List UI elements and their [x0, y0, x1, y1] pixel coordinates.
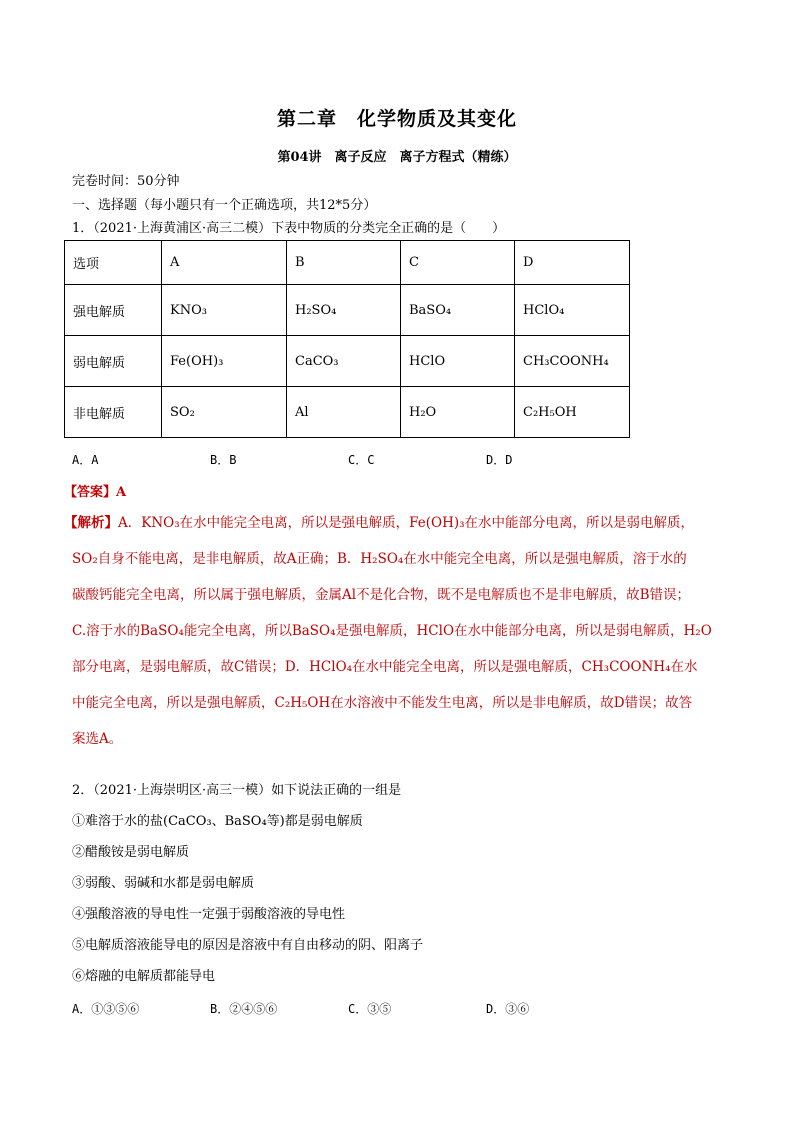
option-d[interactable]: D．D — [486, 453, 513, 467]
section-heading: 一、选择题（每小题只有一个正确选项，共12*5分） — [72, 198, 377, 213]
analysis-block — [64, 505, 732, 757]
table-cell: H₂SO₄ — [287, 285, 401, 336]
table-row — [65, 387, 630, 438]
table-cell: 弱电解质 — [65, 336, 162, 387]
statement-item: ⑤电解质溶液能导电的原因是溶液中有自由移动的阴、阳离子 — [72, 938, 424, 953]
answer-tag: 【答案】 — [64, 485, 117, 500]
question-2-options — [72, 1000, 624, 1017]
table-cell: CaCO₃ — [287, 336, 401, 387]
lesson-subtitle: 第04讲 离子反应 离子方程式（精练） — [277, 150, 517, 165]
table-cell: 非电解质 — [65, 387, 162, 438]
question-1-options — [72, 451, 624, 468]
option-c[interactable]: C．③⑤ — [348, 1002, 392, 1016]
table-cell: Fe(OH)₃ — [162, 336, 287, 387]
analysis-line: C.溶于水的BaSO₄能完全电离，所以BaSO₄是强电解质，HClO在水中能部分电离，所以是弱电解质，H₂O — [72, 623, 712, 639]
analysis-line: 中能完全电离，所以是强电解质，C₂H₅OH在水溶液中不能发生电离，所以是非电解质，故D错误；故答 — [72, 695, 693, 711]
option-a[interactable]: A．①③⑤⑥ — [72, 1002, 140, 1016]
classification-table — [64, 240, 630, 438]
analysis-line: 碳酸钙能完全电离，所以属于强电解质，金属Al不是化合物，既不是电解质也不是非电解质，故B错误； — [72, 587, 690, 603]
option-b[interactable]: B．B — [210, 453, 237, 467]
table-cell: HClO₄ — [515, 285, 630, 336]
statement-item: ⑥熔融的电解质都能导电 — [72, 969, 216, 984]
question-2-stem: 2．（2021·上海崇明区·高三一模）如下说法正确的一组是 — [72, 783, 402, 798]
statement-item: ④强酸溶液的导电性一定强于弱酸溶液的导电性 — [72, 907, 346, 922]
question-2 — [72, 775, 423, 992]
table-cell: HClO — [401, 336, 515, 387]
table-cell: BaSO₄ — [401, 285, 515, 336]
statement-item: ②醋酸铵是弱电解质 — [72, 845, 190, 860]
table-cell: D — [515, 241, 630, 285]
table-cell: 选项 — [65, 241, 162, 285]
analysis-line: 【解析】A．KNO₃在水中能完全电离，所以是强电解质，Fe(OH)₃在水中能部分电离，所以是弱电解质， — [64, 515, 695, 531]
analysis-line: 案选A。 — [72, 731, 123, 747]
option-b[interactable]: B．②④⑤⑥ — [210, 1002, 278, 1016]
question-1-stem: 1．（2021·上海黄浦区·高三二模）下表中物质的分类完全正确的是（ ） — [72, 221, 506, 236]
table-cell: CH₃COONH₄ — [515, 336, 630, 387]
table-cell: C₂H₅OH — [515, 387, 630, 438]
table-cell: KNO₃ — [162, 285, 287, 336]
option-d[interactable]: D．③⑥ — [486, 1002, 530, 1016]
table-cell: H₂O — [401, 387, 515, 438]
statement-item: ①难溶于水的盐(CaCO₃、BaSO₄等)都是弱电解质 — [72, 814, 363, 829]
table-cell: B — [287, 241, 401, 285]
option-a[interactable]: A．A — [72, 453, 99, 467]
analysis-line: SO₂自身不能电离，是非电解质，故A正确；B．H₂SO₄在水中能完全电离，所以是强电解质，溶于水的 — [72, 551, 687, 567]
table-row — [65, 241, 630, 285]
time-limit: 完卷时间：50分钟 — [72, 174, 180, 189]
answer-line — [64, 481, 126, 500]
table-row — [65, 285, 630, 336]
table-cell: C — [401, 241, 515, 285]
table-cell: Al — [287, 387, 401, 438]
table-cell: A — [162, 241, 287, 285]
table-row — [65, 336, 630, 387]
table-cell: 强电解质 — [65, 285, 162, 336]
analysis-line: 部分电离，是弱电解质，故C错误；D．HClO₄在水中能完全电离，所以是强电解质，CH₃COONH₄在水 — [72, 659, 698, 675]
statement-item: ③弱酸、弱碱和水都是弱电解质 — [72, 876, 255, 891]
chapter-title: 第二章 化学物质及其变化 — [276, 108, 517, 130]
answer-value: A — [116, 485, 127, 500]
analysis-tag: 【解析】 — [64, 515, 118, 531]
option-c[interactable]: C．C — [348, 453, 375, 467]
table-cell: SO₂ — [162, 387, 287, 438]
